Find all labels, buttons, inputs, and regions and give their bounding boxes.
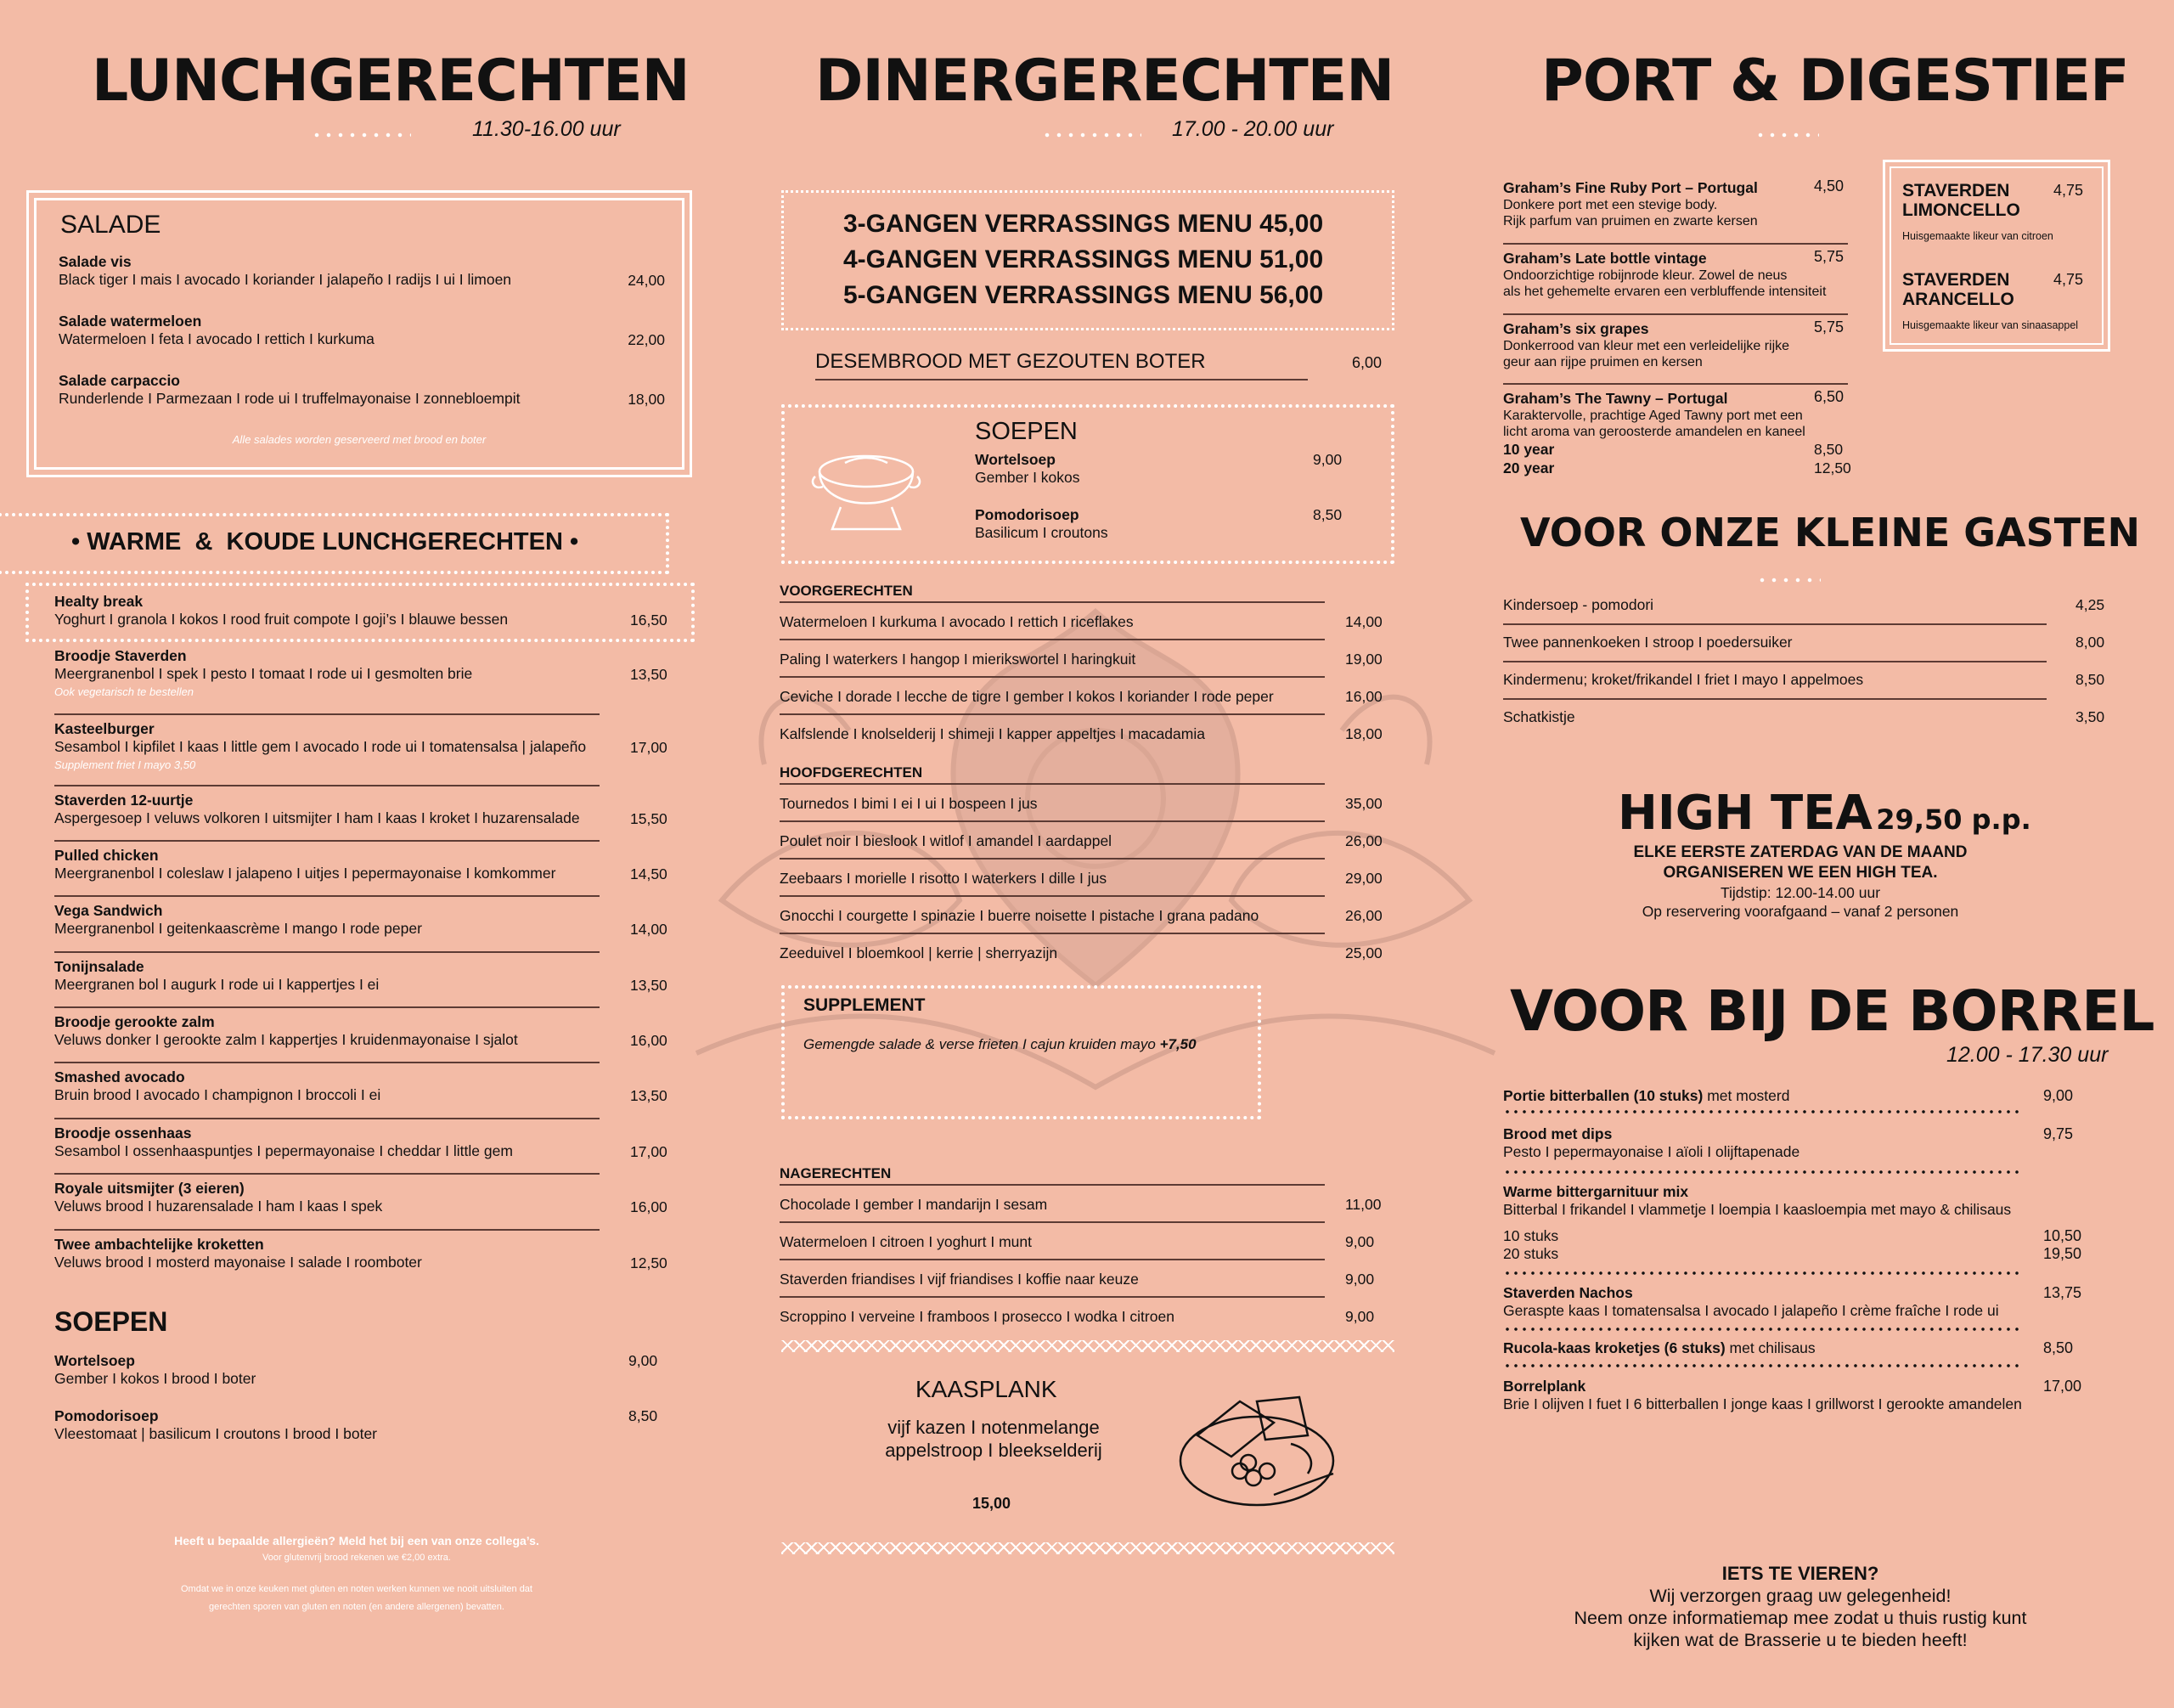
dish-price: 35,00 [1345,795,1383,812]
lunch-item-note: Ook vegetarisch te bestellen [54,685,194,698]
kaasplank-line2: appelstroop I bleekselderij [885,1440,1102,1461]
hoofdgerechten-rule [780,895,1325,897]
port-item-price: 6,50 [1814,388,1845,405]
borrel-item [1503,1378,2115,1413]
lunch-item-rule [54,895,600,897]
borrel-item-price: 9,75 [2043,1125,2074,1142]
dish-price: 26,00 [1345,907,1383,924]
dish-price: 9,00 [1345,1271,1375,1288]
dinner-soep-desc: Gember I kokos [975,469,1080,486]
allergy-line1: Voor glutenvrij brood rekenen we €2,00 extra. [262,1553,451,1563]
borrel-item-name-line [1503,1284,2115,1302]
borrel-item-price: 13,75 [2043,1284,2082,1301]
lunch-item-rule [54,1118,600,1119]
voorgerechten-rule [780,639,1325,640]
borrel-item [1503,1125,2115,1161]
borrel-item-name: Portie bitterballen (10 stuks) [1503,1087,1704,1104]
port-item [1503,319,1851,370]
lunch-item-rule [54,713,600,715]
hoofdgerechten-rule [780,820,1325,822]
lunch-item-price: 13,50 [630,666,667,683]
borrel-item-name: Brood met dips [1503,1125,1613,1142]
borrel-item-desc: Brie I olijven I fuet I 6 bitterballen I jonge kaas I grillworst I gerookte amandelen [1503,1395,2022,1412]
port-item-name: Graham’s The Tawny – Portugal [1503,390,1728,407]
dinner-soep-name: Wortelsoep [975,451,1056,468]
port-item-price: 4,50 [1814,178,1845,194]
lunch-item [54,902,674,938]
salade-item-desc: Watermeloen I feta I avocado I rettich I kurkuma [59,330,375,347]
lunch-item-desc: Veluws brood I huzarensalade I ham I kaas I spek [54,1198,383,1215]
borrel-item [1503,1087,2115,1105]
dish-desc: Tournedos I bimi I ei I ui I bospeen I jus [780,795,1038,812]
lunch-item-desc: Yoghurt I granola I kokos I rood fruit compote I goji’s I blauwe bessen [54,611,509,628]
borrel-item-name-line [1503,1183,2115,1201]
salade-note: Alle salades worden geserveerd met brood en boter [232,433,487,446]
allergy-title: Heeft u bepaalde allergieën? Meld het bij een van onze collega’s. [174,1534,539,1547]
dish-desc: Scroppino I verveine I framboos I prosecco I wodka I citroen [780,1308,1174,1325]
borrel-item-name: Warme bittergarnituur mix [1503,1183,1689,1200]
zigzag-divider [781,1542,1394,1554]
hightea-price: 29,50 p.p. [1876,803,2031,836]
kids-item-rule [1503,661,2047,662]
port-item [1503,389,1851,440]
borrel-mix-label: 20 stuks [1503,1245,1559,1262]
kids-item-price: 8,00 [2075,634,2105,651]
port-item-desc: Ondoorzichtige robijnrode kleur. Zowel de neus [1503,268,1788,283]
lunch-item-name: Twee ambachtelijke kroketten [54,1236,264,1253]
digestief-price: 4,75 [2053,271,2084,288]
cheese-board-icon [1172,1376,1342,1512]
lunch-item-desc: Meergranenbol I spek I pesto I tomaat I rode ui I gesmolten brie [54,665,473,682]
borrel-item-suffix: met chilisaus [1725,1339,1816,1356]
port-item-desc: Donkere port met een stevige body. [1503,198,1718,212]
nagerechten-title: NAGERECHTEN [780,1165,892,1181]
dinner-soep-item [975,506,1343,542]
warm-cold-title: • WARME & KOUDE LUNCHGERECHTEN • [71,528,579,555]
borrel-dotted-rule [1503,1170,2019,1174]
port-item-name: Graham’s six grapes [1503,320,1649,337]
lunch-item-desc: Sesambol I kipfilet I kaas I little gem I avocado I rode ui I tomatensalsa | jalapeño [54,738,587,755]
port-item-name: Graham’s Fine Ruby Port – Portugal [1503,179,1758,196]
salade-item-name: Salade watermeloen [59,313,202,330]
lunch-item-name: Vega Sandwich [54,902,163,919]
allergy-line3: gerechten sporen van gluten en noten (en andere allergenen) bevatten. [209,1602,504,1612]
hightea-line2: ORGANISEREN WE EEN HIGH TEA. [1663,864,1938,882]
allergy-line2: Omdat we in onze keuken met gluten en noten werken kunnen we nooit uitsluiten dat [181,1584,532,1594]
salade-item [59,253,665,289]
lunch-soepen-title: SOEPEN [54,1306,168,1337]
voorgerechten-rule [780,713,1325,715]
lunch-item-name: Kasteelburger [54,720,155,737]
borrel-item-name: Rucola-kaas kroketjes (6 stuks) [1503,1339,1726,1356]
port-year-price: 8,50 [1814,441,1844,458]
supplement-desc: Gemengde salade & verse frieten I cajun kruiden mayo [803,1036,1156,1052]
digestief-name: STAVERDEN [1902,270,2010,290]
lunch-item [54,847,674,882]
borrel-title: VOOR BIJ DE BORREL [1510,978,2154,1044]
dish-desc: Poulet noir I bieslook I witlof I amandel I aardappel [780,832,1112,849]
lunch-item-rule [54,951,600,953]
borrel-item-name: Borrelplank [1503,1378,1586,1395]
hightea-line3: Tijdstip: 12.00-14.00 uur [1720,884,1881,901]
lunch-soep-desc: Vleestomaat | basilicum I croutons I brood I boter [54,1425,378,1442]
lunch-soep-desc: Gember I kokos I brood I boter [54,1370,256,1387]
kids-item-desc: Twee pannenkoeken I stroop I poedersuiker [1503,634,1793,651]
dish-desc: Ceviche I dorade I lecche de tigre I gember I kokos I koriander I rode peper [780,688,1274,705]
lunch-item-name: Broodje ossenhaas [54,1125,192,1141]
borrel-mix-row [1503,1245,2115,1263]
bread-price: 6,00 [1352,354,1383,371]
lunch-soep-name: Pomodorisoep [54,1407,159,1424]
salade-item [59,372,665,408]
lunch-item [54,720,674,774]
kaasplank-price: 15,00 [972,1495,1011,1512]
lunch-item-price: 17,00 [630,1143,667,1160]
borrel-item [1503,1339,2115,1357]
dish-desc: Staverden friandises I vijf friandises I koffie naar keuze [780,1271,1139,1288]
dish-price: 16,00 [1345,688,1383,705]
nagerechten-rule [780,1296,1325,1298]
lunch-item-price: 12,50 [630,1254,667,1271]
menu-line: 5-GANGEN VERRASSINGS MENU 56,00 [843,281,1324,309]
celebrate-title: IETS TE VIEREN? [1721,1563,1879,1584]
dish-desc: Paling I waterkers I hangop I mierikswortel I haringkuit [780,651,1136,668]
lunch-item-desc: Meergranenbol I coleslaw I jalapeno I uitjes I pepermayonaise I komkommer [54,865,556,882]
borrel-item-desc: Bitterbal I frikandel I vlammetje I loempia I kaasloempia met mayo & chilisaus [1503,1201,2012,1218]
dinner-soep-name: Pomodorisoep [975,506,1079,523]
port-item-name: Graham’s Late bottle vintage [1503,250,1707,267]
kids-title: VOOR ONZE KLEINE GASTEN [1520,510,2141,555]
hightea-heading [1618,786,2031,841]
port-year-price: 12,50 [1814,459,1851,476]
lunch-item-note: Supplement friet I mayo 3,50 [54,758,196,771]
dinner-soep-price: 9,00 [1313,451,1343,468]
lunch-item-rule [54,1173,600,1175]
borrel-mix-label: 10 stuks [1503,1227,1559,1244]
kids-item-price: 8,50 [2075,671,2105,688]
borrel-dotted-rule [1503,1328,2019,1331]
salade-item-name: Salade carpaccio [59,372,180,389]
supplement-price: +7,50 [1159,1036,1197,1052]
kids-item-desc: Schatkistje [1503,708,1575,725]
port-item-rule [1503,243,1848,245]
digestief-item [1902,270,2096,335]
salade-item-name: Salade vis [59,253,132,270]
hightea-title: HIGH TEA [1618,786,1873,841]
dinner-hours: 17.00 - 20.00 uur [1172,117,1334,141]
celebrate-line2: Neem onze informatiemap mee zodat u thuis rustig kunt [1574,1608,2027,1628]
dinner-soep-desc: Basilicum I croutons [975,524,1108,541]
port-item [1503,249,1851,300]
salade-item [59,313,665,348]
lunch-item-desc: Meergranenbol I geitenkaascrème I mango I rode peper [54,920,422,937]
port-item-desc: licht aroma van geroosterde amandelen en kaneel [1503,425,1805,439]
lunch-title: LUNCHGERECHTEN [92,48,690,115]
borrel-item [1503,1284,2115,1320]
borrel-item-price: 8,50 [2043,1339,2074,1356]
dish-desc: Kalfslende I knolselderij I shimeji I kapper appeltjes I macadamia [780,725,1205,742]
borrel-item-desc: Geraspte kaas I tomatensalsa I avocado I jalapeño I crème fraîche I rode ui [1503,1302,1999,1319]
port-item-price: 5,75 [1814,248,1845,265]
lunch-item-name: Royale uitsmijter (3 eieren) [54,1180,245,1197]
dish-price: 29,00 [1345,870,1383,887]
lunch-hours: 11.30-16.00 uur [472,117,621,141]
dish-desc: Watermeloen I citroen I yoghurt I munt [780,1233,1032,1250]
kids-item-price: 4,25 [2075,596,2105,613]
dish-desc: Chocolade I gember I mandarijn I sesam [780,1196,1048,1213]
lunch-item-price: 17,00 [630,739,667,756]
port-item-price: 5,75 [1814,318,1845,335]
dish-price: 25,00 [1345,944,1383,961]
lunch-item-desc: Veluws brood I mosterd mayonaise I salade I roomboter [54,1254,422,1271]
borrel-mix-price: 10,50 [2043,1227,2082,1244]
lunch-soep-item [54,1352,661,1388]
dinner-title: DINERGERECHTEN [815,48,1394,115]
borrel-item-name-line [1503,1087,2115,1105]
borrel-item-suffix: met mosterd [1703,1087,1790,1104]
lunch-item-price: 14,50 [630,865,667,882]
bread-label: DESEMBROOD MET GEZOUTEN BOTER [815,350,1206,373]
supplement-title: SUPPLEMENT [803,995,926,1015]
lunch-item-name: Broodje gerookte zalm [54,1013,215,1030]
dish-desc: Zeebaars I morielle I risotto I waterkers I dille I jus [780,870,1107,887]
borrel-hours: 12.00 - 17.30 uur [1946,1043,2109,1067]
kids-item-price: 3,50 [2075,708,2105,725]
dish-price: 9,00 [1345,1308,1375,1325]
dish-price: 14,00 [1345,613,1383,630]
lunch-item [54,647,674,701]
nagerechten-rule [780,1259,1325,1260]
digestief-desc: Huisgemaakte likeur van sinaasappel [1902,319,2079,331]
port-item-desc: Karaktervolle, prachtige Aged Tawny port met een [1503,409,1803,423]
lunch-item-rule [54,785,600,786]
lunch-title-dots [311,132,411,138]
dish-desc: Watermeloen I kurkuma I avocado I rettich I riceflakes [780,613,1134,630]
digestief-name: LIMONCELLO [1902,200,2020,220]
dish-desc: Gnocchi I courgette I spinazie I buerre noisette I pistache I grana padano [780,907,1259,924]
dish-price: 19,00 [1345,651,1383,668]
salade-item-price: 22,00 [628,331,665,348]
digestief-name: STAVERDEN [1902,181,2010,200]
lunch-item-desc: Veluws donker I gerookte zalm I kappertjes I kruidenmayonaise I sjalot [54,1031,518,1048]
nagerechten-rule [780,1221,1325,1223]
menu-line: 3-GANGEN VERRASSINGS MENU 45,00 [843,210,1324,238]
hoofdgerechten-rule [780,858,1325,860]
menu-line: 4-GANGEN VERRASSINGS MENU 51,00 [843,245,1324,273]
dinner-soepen-title: SOEPEN [975,418,1078,445]
digestief-desc: Huisgemaakte likeur van citroen [1902,230,2053,242]
lunch-item-rule [54,1229,600,1231]
port-item-desc: Rijk parfum van pruimen en zwarte kersen [1503,214,1758,228]
lunch-item-price: 16,00 [630,1198,667,1215]
digestief-price: 4,75 [2053,182,2084,199]
borrel-item-name: Staverden Nachos [1503,1284,1633,1301]
supplement-desc-line [803,1036,1197,1053]
dinner-soep-item [975,451,1343,487]
lunch-item-price: 16,50 [630,612,667,629]
borrel-item-desc: Pesto I pepermayonaise I aïoli I olijftapenade [1503,1143,1800,1160]
lunch-item [54,958,674,994]
soup-pot-icon [811,437,921,539]
port-year-label: 20 year [1503,459,1555,476]
dish-price: 18,00 [1345,725,1383,742]
lunch-soep-name: Wortelsoep [54,1352,135,1369]
lunch-item-price: 16,00 [630,1032,667,1049]
borrel-dotted-rule [1503,1364,2019,1367]
dinner-title-dots [1041,132,1141,138]
lunch-soep-item [54,1407,661,1443]
port-item-desc: geur aan rijpe pruimen en kersen [1503,355,1703,369]
lunch-item [54,1236,674,1271]
borrel-item-name-line [1503,1378,2115,1395]
borrel-item-name-line [1503,1339,2115,1357]
hightea-line4: Op reservering voorafgaand – vanaf 2 personen [1642,903,1959,920]
borrel-item-price: 17,00 [2043,1378,2082,1395]
lunch-item [54,792,674,827]
borrel-dotted-rule [1503,1271,2019,1275]
lunch-item-name: Smashed avocado [54,1068,185,1085]
lunch-item-name: Pulled chicken [54,847,159,864]
lunch-item-price: 15,50 [630,810,667,827]
borrel-dotted-rule [1503,1110,2019,1113]
lunch-item-rule [54,840,600,842]
port-item [1503,178,1851,229]
port-item-desc: als het gehemelte ervaren een verbluffende intensiteit [1503,285,1827,299]
dish-price: 26,00 [1345,832,1383,849]
lunch-item-price: 13,50 [630,977,667,994]
kids-item-rule [1503,698,2047,700]
salade-item-price: 18,00 [628,391,665,408]
hoofdgerechten-rule [780,933,1325,934]
nagerechten-rule [780,1184,1325,1186]
lunch-item-rule [54,1006,600,1008]
digestief-name: ARANCELLO [1902,290,2014,309]
lunch-item-name: Healty break [54,593,144,610]
kids-item-desc: Kindersoep - pomodori [1503,596,1654,613]
lunch-item-desc: Sesambol I ossenhaaspuntjes I pepermayonaise I cheddar I little gem [54,1142,513,1159]
borrel-item-name-line [1503,1125,2115,1143]
borrel-item [1503,1183,2115,1263]
lunch-item-price: 13,50 [630,1087,667,1104]
lunch-item [54,1125,674,1160]
port-years [1503,440,1850,477]
celebrate-line1: Wij verzorgen graag uw gelegenheid! [1649,1586,1952,1606]
kids-item-rule [1503,623,2047,625]
zigzag-divider [781,1340,1394,1352]
lunch-item [54,593,674,629]
lunch-item [54,1068,674,1104]
kids-item-desc: Kindermenu; kroket/frikandel I friet I mayo I appelmoes [1503,671,1864,688]
salade-title: SALADE [60,211,161,239]
kaasplank-title: KAASPLANK [915,1376,1057,1402]
lunch-item-desc: Bruin brood I avocado I champignon I broccoli I ei [54,1086,381,1103]
bread-rule [815,379,1308,380]
kids-title-dots [1756,578,1821,583]
salade-item-desc: Black tiger I mais I avocado I koriander I jalapeño I radijs I ui I limoen [59,271,512,288]
borrel-mix-row [1503,1227,2115,1245]
salade-item-desc: Runderlende I Parmezaan I rode ui I truffelmayonaise I zonnebloempit [59,390,521,407]
dish-desc: Zeeduivel I bloemkool | kerrie | sherryazijn [780,944,1058,961]
port-year-row [1503,459,1850,477]
kaasplank-line1: vijf kazen I notenmelange [887,1417,1100,1438]
lunch-item [54,1180,674,1215]
hoofdgerechten-rule [780,783,1325,785]
dish-price: 9,00 [1345,1233,1375,1250]
lunch-item-price: 14,00 [630,921,667,938]
port-item-rule [1503,383,1848,385]
lunch-soep-price: 8,50 [628,1407,658,1424]
dinner-soep-price: 8,50 [1313,506,1343,523]
port-item-desc: Donkerrood van kleur met een verleidelijke rijke [1503,339,1790,353]
port-title: PORT & DIGESTIEF [1541,48,2129,115]
lunch-soep-price: 9,00 [628,1352,658,1369]
lunch-item-name: Staverden 12-uurtje [54,792,194,809]
celebrate-line3: kijken wat de Brasserie u te bieden heeft! [1633,1630,1968,1650]
salade-item-price: 24,00 [628,272,665,289]
borrel-mix-price: 19,50 [2043,1245,2082,1262]
voorgerechten-title: VOORGERECHTEN [780,583,913,599]
lunch-item-desc: Meergranen bol I augurk I rode ui I kappertjes I ei [54,976,380,993]
voorgerechten-rule [780,676,1325,678]
port-item-rule [1503,313,1848,315]
lunch-item-rule [54,1062,600,1063]
port-year-row [1503,440,1850,459]
voorgerechten-rule [780,601,1325,603]
hoofdgerechten-title: HOOFDGERECHTEN [780,764,923,781]
hightea-line1: ELKE EERSTE ZATERDAG VAN DE MAAND [1633,843,1968,861]
port-year-label: 10 year [1503,441,1555,458]
lunch-item-desc: Aspergesoep I veluws volkoren I uitsmijter I ham I kaas I kroket I huzarensalade [54,809,580,826]
lunch-item-name: Tonijnsalade [54,958,144,975]
port-title-dots [1754,132,1819,138]
lunch-item [54,1013,674,1049]
digestief-item [1902,181,2096,246]
lunch-item-name: Broodje Staverden [54,647,187,664]
borrel-item-price: 9,00 [2043,1087,2074,1104]
dish-price: 11,00 [1345,1196,1382,1213]
